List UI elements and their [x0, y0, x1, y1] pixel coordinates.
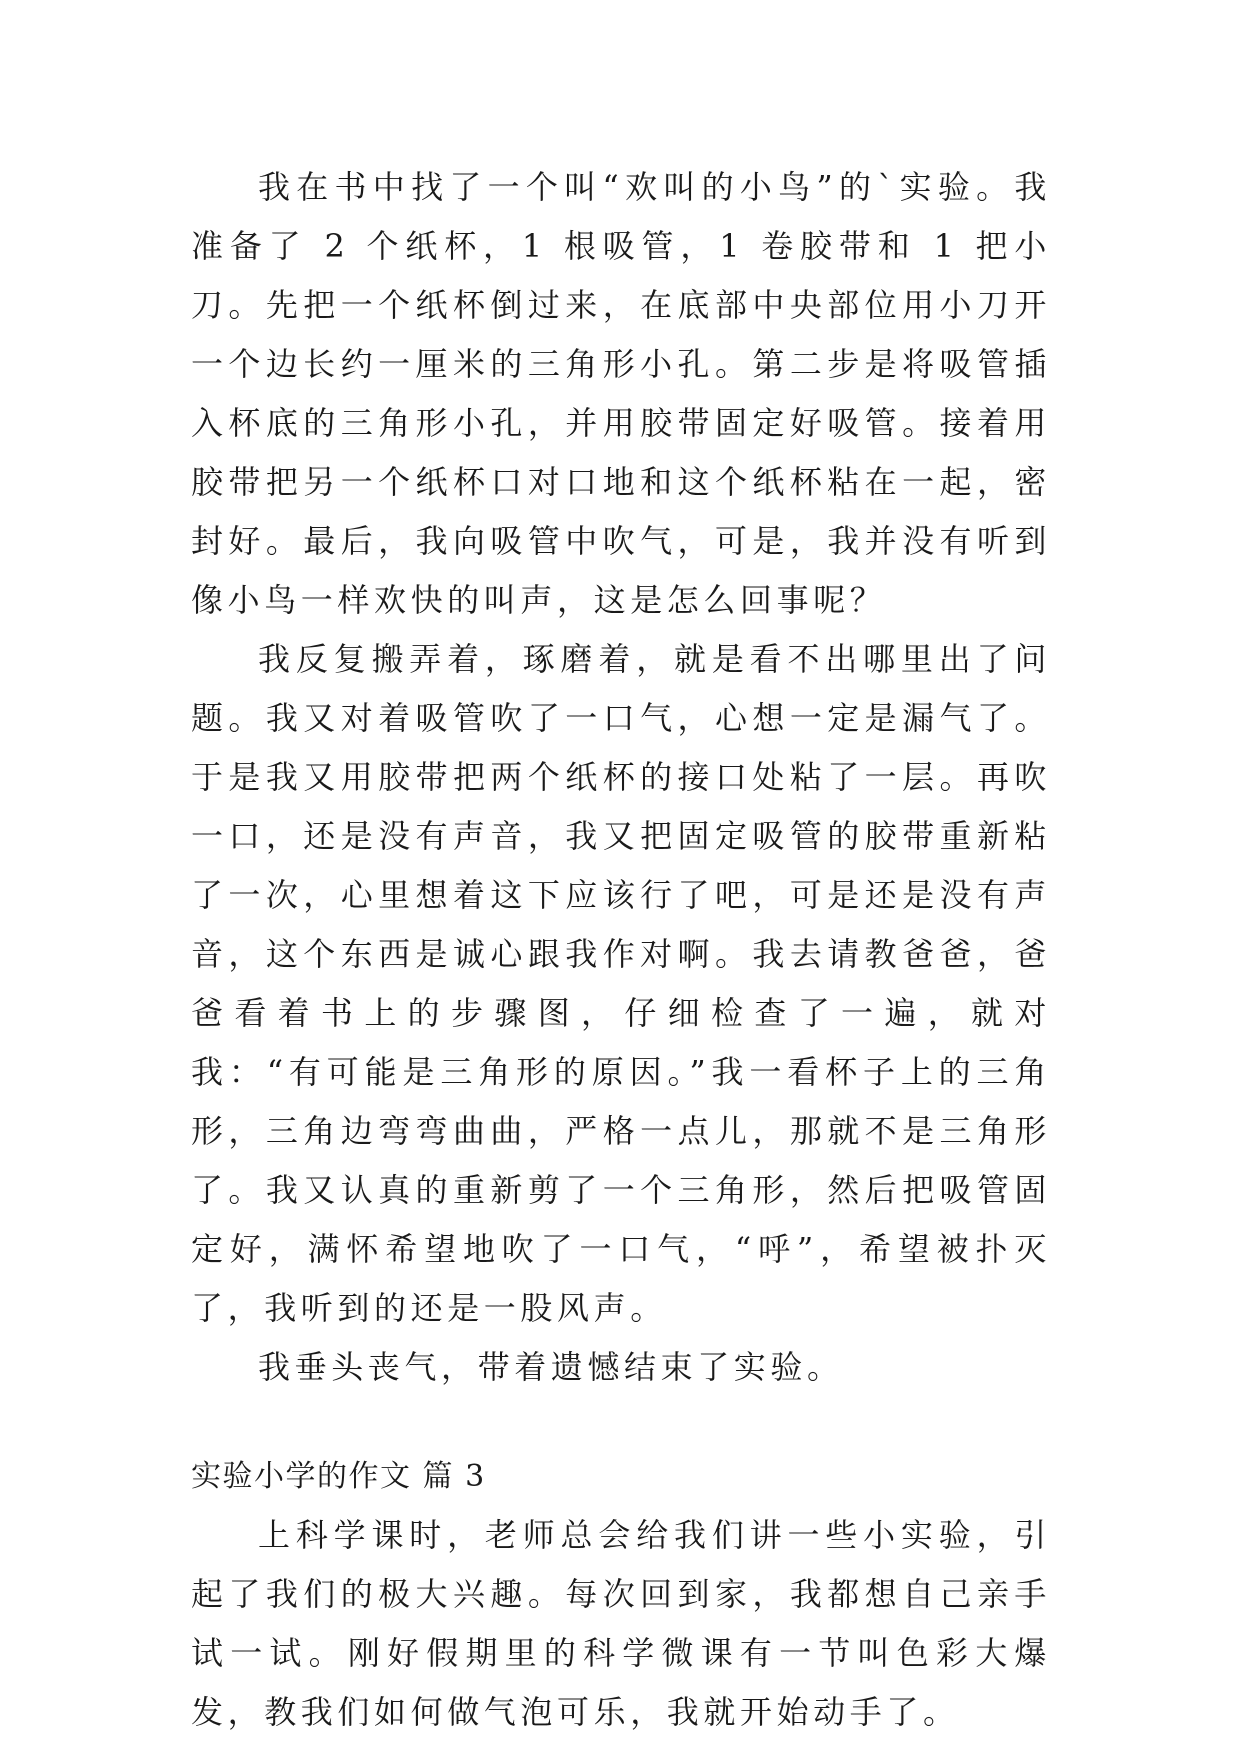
paragraph-troubleshooting: 我反复搬弄着，琢磨着，就是看不出哪里出了问题。我又对着吸管吹了一口气，心想一定是漏气了。于是我又用胶带把两个纸杯的接口处粘了一层。再吹一口，还是没有声音，我又把固定吸管的胶带重新粘了一次，心里想着这下应该行了吧，可是还是没有声音，这个东西是诚心跟我作对啊。我去请教爸爸，爸爸看着书上的步骤图，仔细检查了一遍，就对我：“有可能是三角形的原因。”我一看杯子上的三角形，三角边弯弯曲曲，严格一点儿，那就不是三角形了。我又认真的重新剪了一个三角形，然后把吸管固定好，满怀希望地吹了一口气，“呼”，希望被扑灭了，我听到的还是一股风声。	[191, 640, 1051, 1327]
section-heading: 实验小学的作文 篇 3	[191, 1459, 486, 1494]
document-body	[191, 158, 1051, 1742]
paragraph-conclusion: 我垂头丧气，带着遗憾结束了实验。	[258, 1348, 844, 1386]
paragraph-science-class: 上科学课时，老师总会给我们讲一些小实验，引起了我们的极大兴趣。每次回到家，我都想自己亲手试一试。刚好假期里的科学微课有一节叫色彩大爆发，教我们如何做气泡可乐，我就开始动手了。	[191, 1516, 1051, 1731]
paragraph-experiment-setup: 我在书中找了一个叫“欢叫的小鸟”的`实验。我准备了 2 个纸杯，1 根吸管，1 卷胶带和 1 把小刀。先把一个纸杯倒过来，在底部中央部位用小刀开一个边长约一厘米的三角形小孔。第二步是将吸管插入杯底的三角形小孔，并用胶带固定好吸管。接着用胶带把另一个纸杯口对口地和这个纸杯粘在一起，密封好。最后，我向吸管中吹气，可是，我并没有听到像小鸟一样欢快的叫声，这是怎么回事呢？	[191, 168, 1051, 619]
